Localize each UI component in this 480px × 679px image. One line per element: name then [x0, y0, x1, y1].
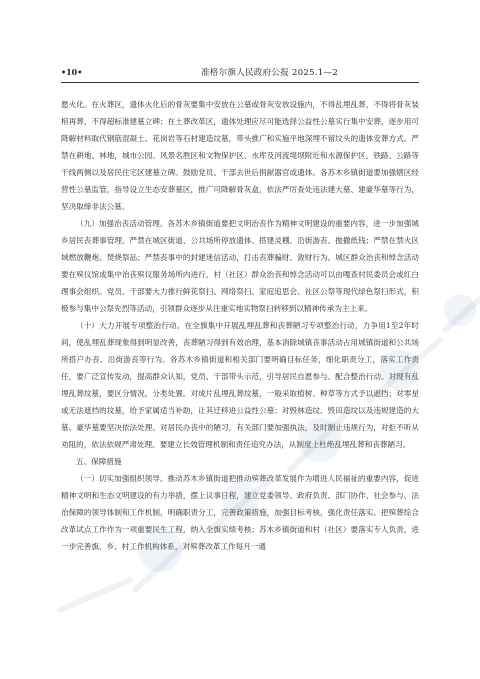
document-body: [61, 96, 419, 555]
page-number: •10•: [61, 67, 83, 77]
header-rule: [61, 82, 419, 83]
section-heading-safeguards: 五、保障措施: [76, 457, 122, 466]
paragraph-organizational-leadership: （一）切实加强组织领导。推动苏木乡镇街道把推动殡葬改革发展作为增进人民福祉的重要内容，促进精神文明和生态文明建设的有力举措，摆上议事日程，建立党委领导、政府负责、部门协作、社会参与、法治保障的领导体制和工作机制，明确职责分工，完善政策措施，加强目标考核，强化责任落实。把殡葬综合改革试点工作作为一项重要民生工程，纳入全旗实绩考核；苏木乡镇街道和村（社区）要落实专人负责，进一步完善旗、乡、村工作机构体系，对殡葬改革工作每月一通: [61, 474, 419, 551]
publication-title: 准格尔旗人民政府公报 2025.1—2: [201, 68, 339, 78]
page-header: [61, 66, 419, 80]
paragraph-funeral-management: （九）加强治丧活动管理。各苏木乡镇街道要把文明治丧作为精神文明建设的重要内容，进一步加强城乡居民丧葬事管理。严禁在城区街道、公共场所停放遗体、搭建灵棚、沿街游丧、抛撒纸钱；严禁在禁火区域燃放鞭炮、焚烧祭品；严禁丧事中的封建迷信活动，打击丧葬骗财、敛财行为。城区群众治丧和悼念活动要在殡仪馆或集中治丧殡仪服务场所内进行，村（社区）群众治丧和悼念活动可以由嘎查村民委员会或红白理事会组织。党员、干部要大力推行鲜花祭扫、网络祭扫、家庭追思会、社区公祭等现代绿色祭扫形式，积极参与集中公祭先烈等活动，引领群众逐步从注重实地实物祭扫转移到以精神传承为主上来。: [61, 219, 419, 313]
paragraph-special-rectification: （十）大力开展专项整治行动。在全旗集中开展乱埋乱葬和丧葬陋习专项整治行动，力争用1至2年时间，使乱埋乱葬现象得到明显改善，丧葬陋习得到有效治理，基本消除城镇丧事活动占用城镇街道和公共场所搭户办丧、沿街游丧等行为。各苏木乡镇街道和相关部门要明确目标任务，细化职责分工，落实工作责任，要广泛宣传发动，提高群众认知，党员、干部带头示范，引导居民自愿参与、配合整治行动。对现有乱埋乱葬坟墓，要区分情况，分类处置。对成片乱埋乱葬坟墓，一般采取植树、种草等方式予以遮挡；对零星或无法遮挡的坟墓，给予家属适当补助，让其迁移进公益性公墓；对毁林造坟、毁田造坟以及违规建造的大墓、豪华墓要坚决依法处理。对居民办丧中的陋习，有关部门要加强执法，及时制止违规行为，对拒不听从劝阻的，依法依规严肃处理。要建立长效管理机制和责任追究办法，从制度上杜绝乱埋乱葬和丧葬陋习。: [61, 321, 419, 449]
paragraph-burial-reform: 愿火化。在火葬区，遗体火化后的骨灰要集中安放在公墓或骨灰安放设施内，不得乱埋乱葬，不得将骨灰装棺再葬，不得超标准建墓立碑；在土葬改革区，遗体处理应尽可能选择公益性公墓实行集中安葬，逐步用可降解材料取代钢筋混凝土、花岗岩等石材建造坟墓，带头推广和实施平地深埋不留坟头的遗体安葬方式。严禁在耕地、林地，城市公园、风景名胜区和文物保护区、水库及河流堤坝附近和水源保护区，铁路、公路等干线两侧以及居民住宅区建墓立碑。鼓励党员、干部去世后捐献器官或遗体。各苏木乡镇街道要加强辖区经营性公墓监管，指导设立生态安葬墓区，推广可降解骨灰盒，依法严厉查处违法建大墓、建豪华墓等行为，坚决取缔非法公墓。: [61, 100, 419, 211]
